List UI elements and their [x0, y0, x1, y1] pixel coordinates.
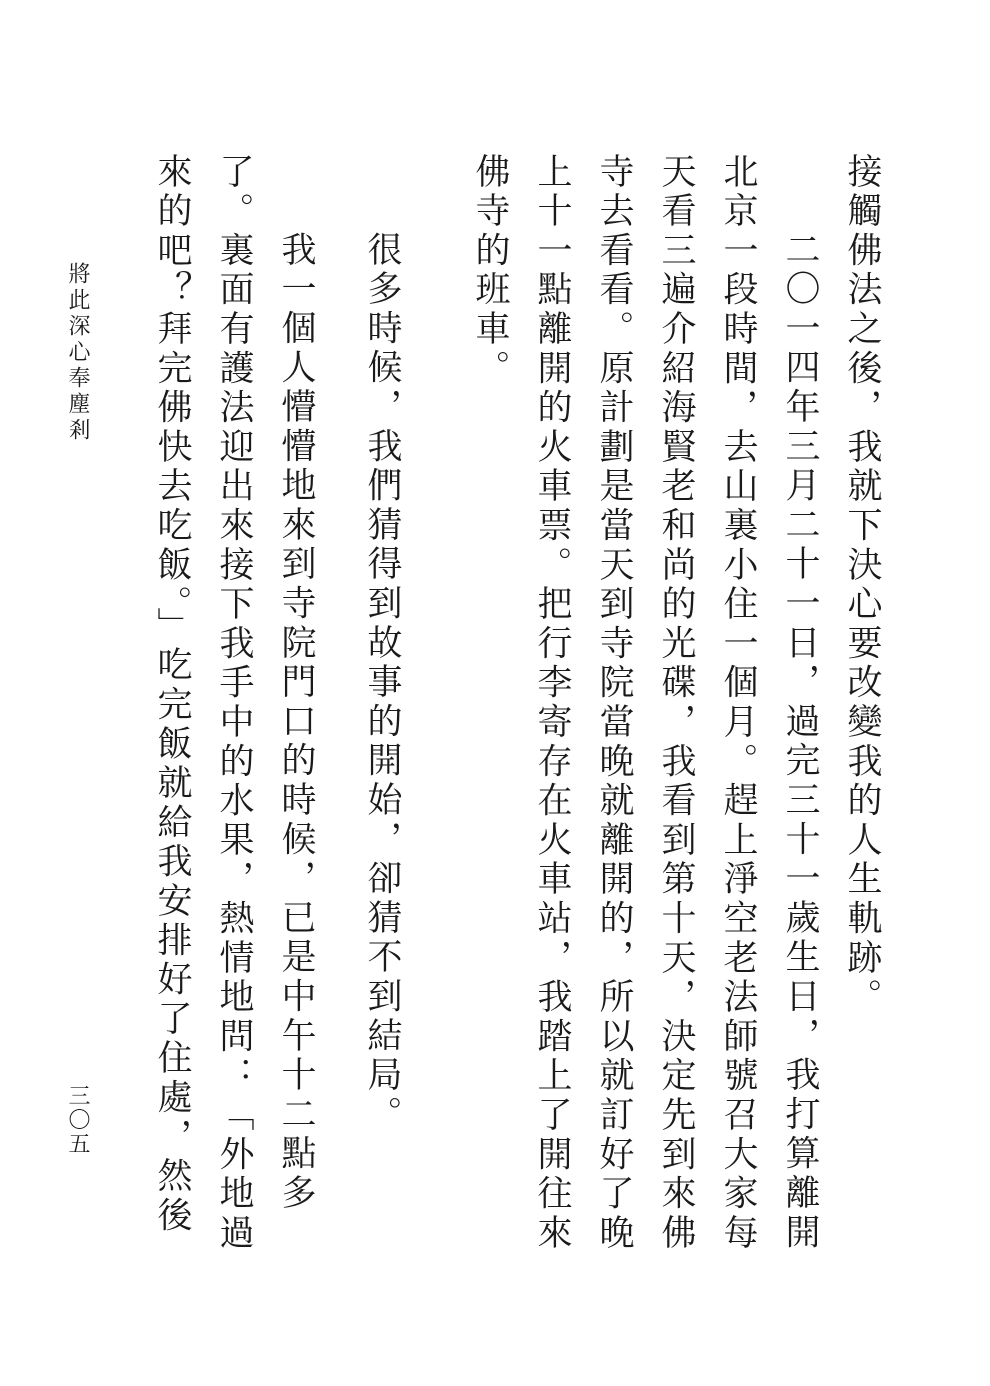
text-column-1: 接觸佛法之後，我就下決心要改變我的人生軌跡。 [842, 153, 882, 1018]
text-column-8: 很多時候，我們猜得到故事的開始，卻猜不到結局。 [362, 231, 402, 1135]
text-column-4: 天看三遍介紹海賢老和尚的光碟，我看到第十天，決定先到來佛 [656, 153, 696, 1254]
text-column-9: 我一個人懵懵地來到寺院門口的時候，已是中午十二點多 [276, 231, 316, 1214]
text-column-10: 了。裏面有護法迎出來接下我手中的水果，熱情地問：「外地過 [214, 153, 254, 1254]
text-column-11: 來的吧？拜完佛快去吃飯。」吃完飯就給我安排好了住處，然後 [152, 153, 192, 1236]
page-number: 三〇五 [65, 1084, 90, 1156]
text-column-3: 北京一段時間，去山裏小住一個月。趕上淨空老法師號召大家每 [718, 153, 758, 1254]
running-head: 將此深心奉塵剎 [65, 262, 90, 444]
text-column-2: 二〇一四年三月二十一日，過完三十一歲生日，我打算離開 [780, 231, 820, 1253]
text-column-6: 上十一點離開的火車票。把行李寄存在火車站，我踏上了開往來 [532, 153, 572, 1254]
text-column-5: 寺去看看。原計劃是當天到寺院當晚就離開的，所以就訂好了晚 [594, 153, 634, 1254]
text-column-7: 佛寺的班車。 [470, 153, 510, 389]
